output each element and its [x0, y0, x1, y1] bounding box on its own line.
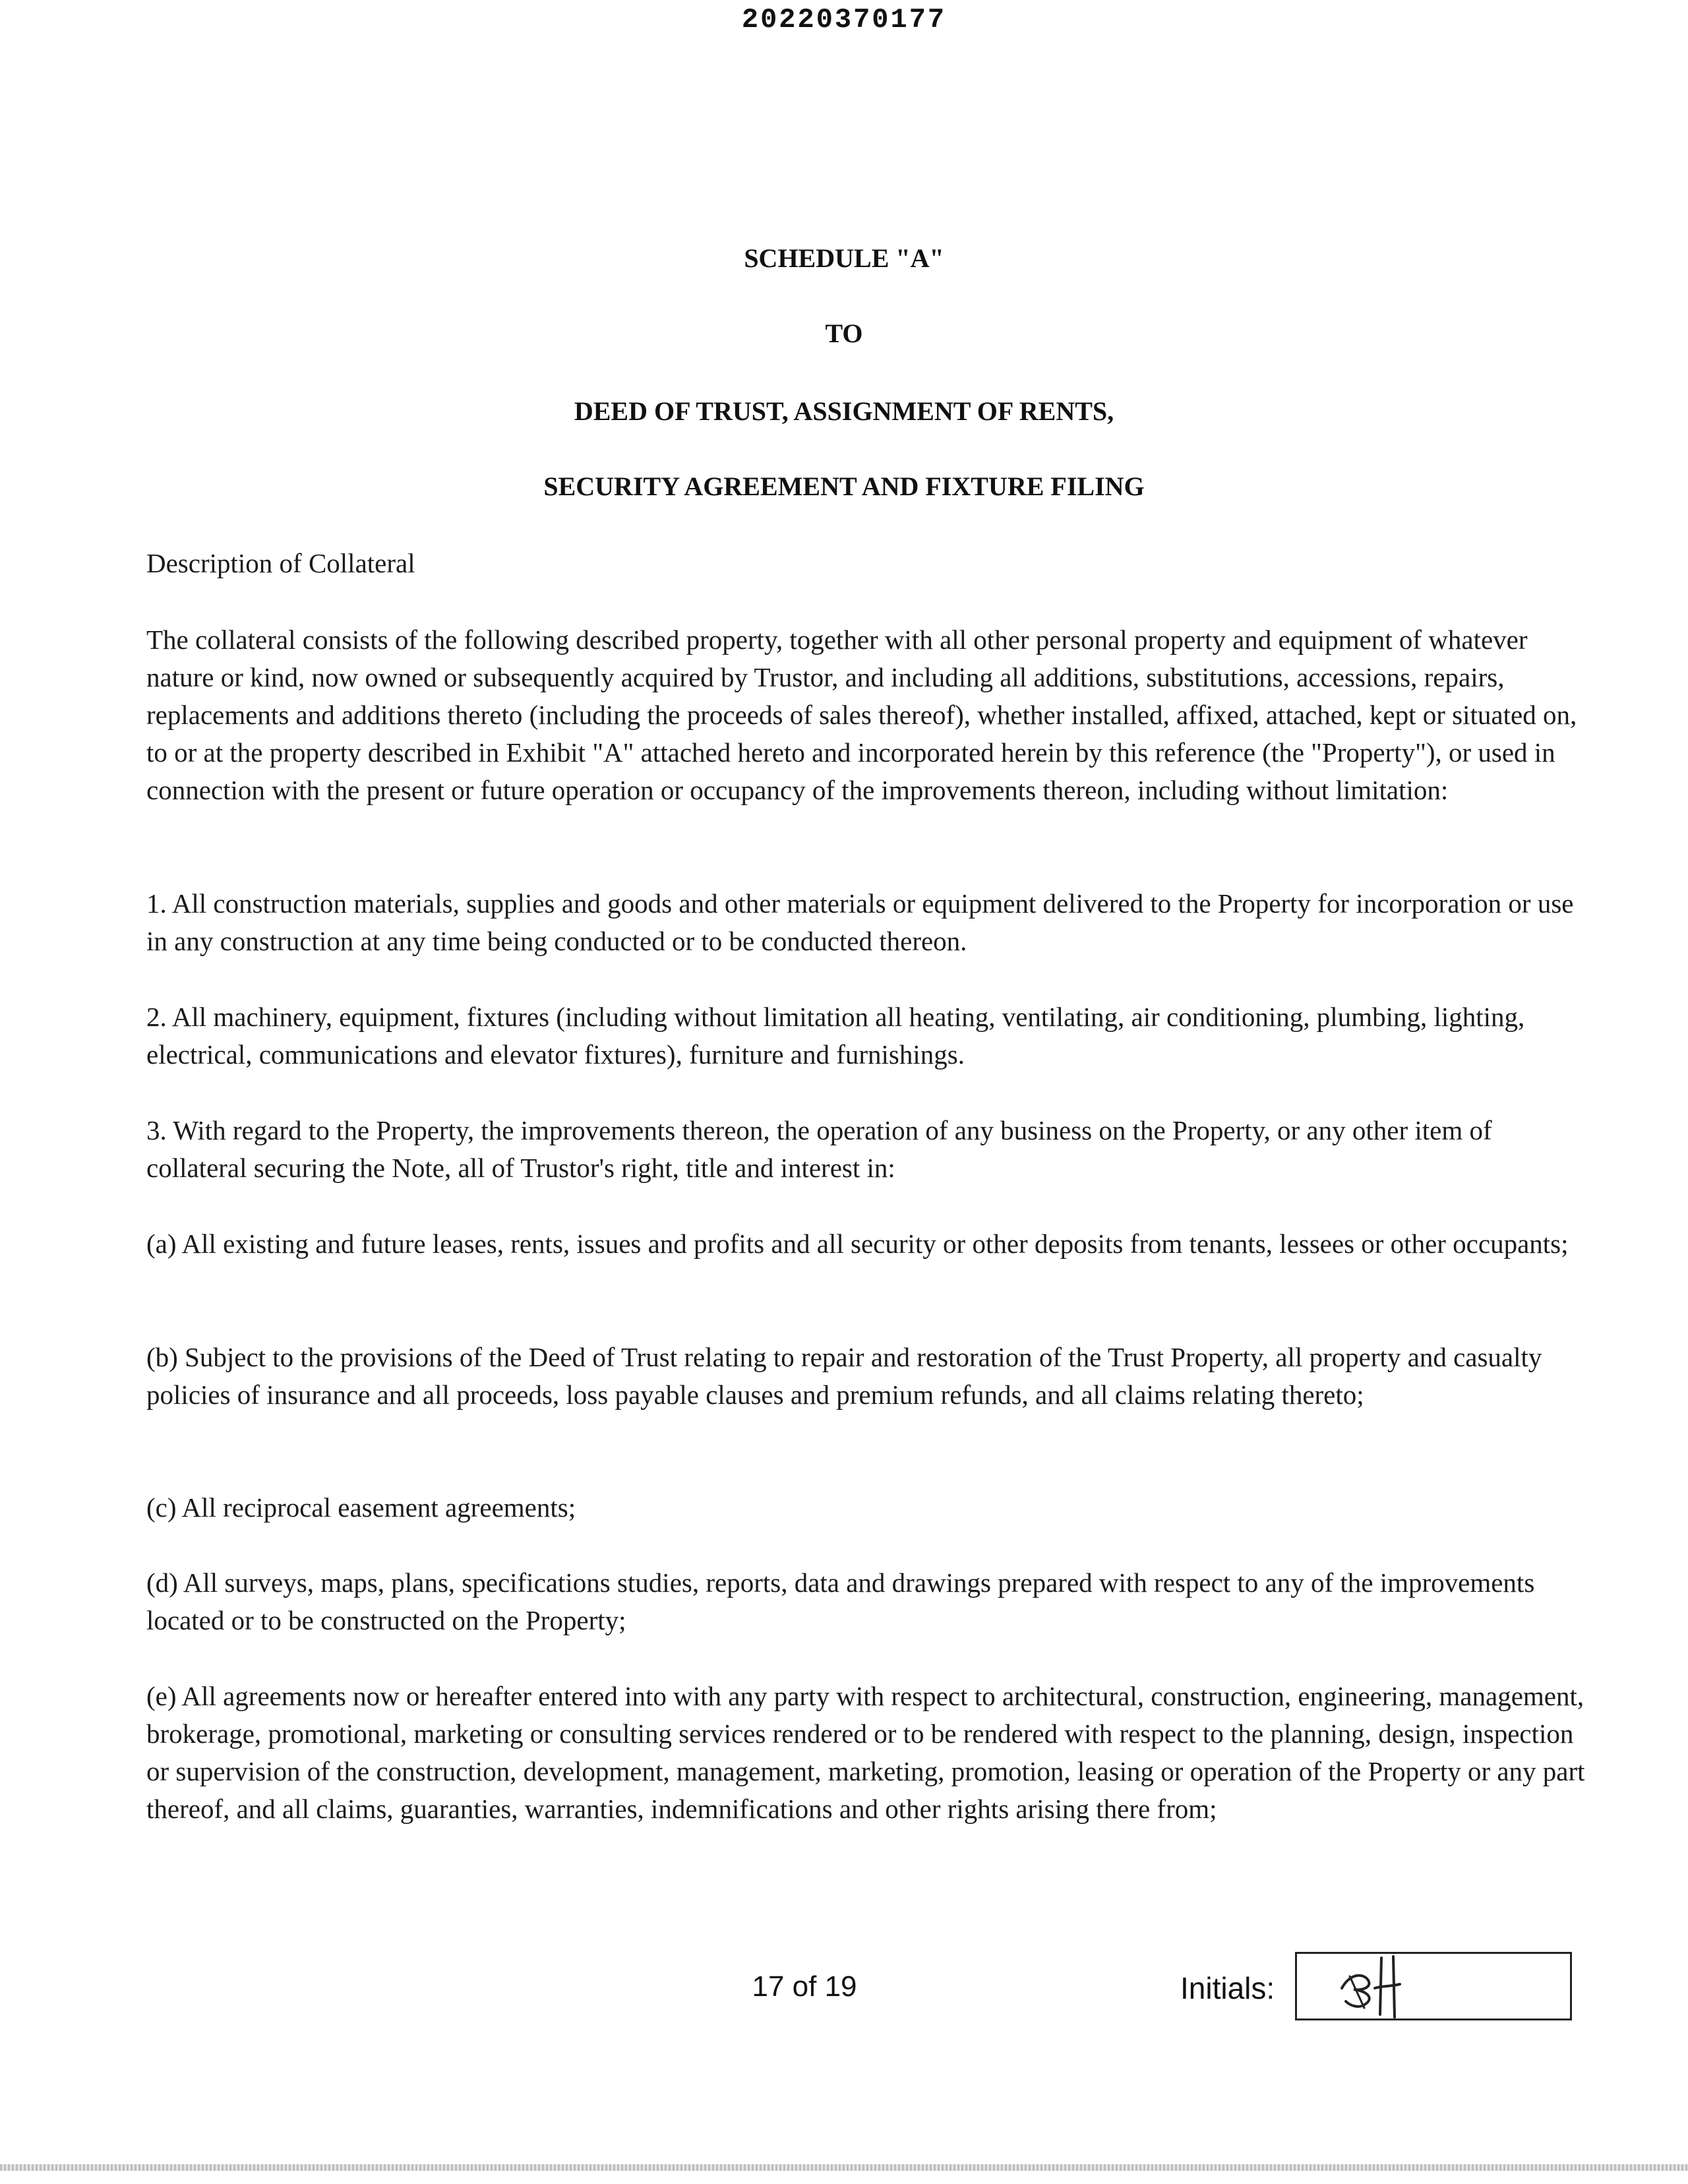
- item-3b-paragraph: (b) Subject to the provisions of the Deed of Trust relating to repair and restoration of the Trust Property, all property and casualty policies of insurance and all proceeds, loss payable clauses and premium refunds, and all claims relating thereto;: [146, 1342, 1542, 1410]
- description-label: Description of Collateral: [146, 548, 415, 578]
- item-2-paragraph: 2. All machinery, equipment, fixtures (including without limitation all heating, ventilating, air conditioning, plumbing, lighting, electrical, communications and elevator fixtures), furniture and furnishings.: [146, 1002, 1525, 1070]
- initials-label: Initials:: [1180, 1971, 1275, 2005]
- item-3a-paragraph: (a) All existing and future leases, rents, issues and profits and all security or other deposits from tenants, lessees or other occupants;: [146, 1228, 1569, 1259]
- initials-signature-handwriting: [1297, 1954, 1570, 2018]
- deed-title-line1: DEED OF TRUST, ASSIGNMENT OF RENTS,: [574, 396, 1114, 426]
- schedule-to: TO: [825, 318, 863, 348]
- schedule-title: SCHEDULE "A": [744, 243, 944, 273]
- item-1-paragraph: 1. All construction materials, supplies and goods and other materials or equipment delivered to the Property for incorporation or use in any construction at any time being conducted or to be conducted thereon.: [146, 888, 1574, 956]
- page-number: 17 of 19: [752, 1970, 857, 2003]
- deed-title-line2: SECURITY AGREEMENT AND FIXTURE FILING: [543, 471, 1145, 501]
- scan-edge-artifact: [0, 2164, 1688, 2171]
- item-3c-paragraph: (c) All reciprocal easement agreements;: [146, 1492, 576, 1523]
- item-3e-paragraph: (e) All agreements now or hereafter entered into with any party with respect to architectural, construction, engineering, management, brokerage, promotional, marketing or consulting services rendered or to be rendered with respect to the planning, design, inspection or supervision of the construction, development, management, marketing, promotion, leasing or operation of the Property or any part thereof, and all claims, guaranties, warranties, indemnifications and other rights arising there from;: [146, 1681, 1585, 1824]
- collateral-intro-paragraph: The collateral consists of the following described property, together with all other personal property and equipment of whatever nature or kind, now owned or subsequently acquired by Trustor, and including all additions, substitutions, accessions, repairs, replacements and additions thereto (including the proceeds of sales thereof), whether installed, affixed, attached, kept or situated on, to or at the property described in Exhibit "A" attached hereto and incorporated herein by this reference (the "Property"), or used in connection with the present or future operation or occupancy of the improvements thereon, including without limitation:: [146, 624, 1577, 805]
- document-number: 20220370177: [741, 4, 947, 36]
- initials-box: [1295, 1952, 1572, 2020]
- item-3d-paragraph: (d) All surveys, maps, plans, specifications studies, reports, data and drawings prepared with respect to any of the improvements located or to be constructed on the Property;: [146, 1567, 1535, 1635]
- item-3-paragraph: 3. With regard to the Property, the improvements thereon, the operation of any business on the Property, or any other item of collateral securing the Note, all of Trustor's right, title and interest in:: [146, 1115, 1492, 1183]
